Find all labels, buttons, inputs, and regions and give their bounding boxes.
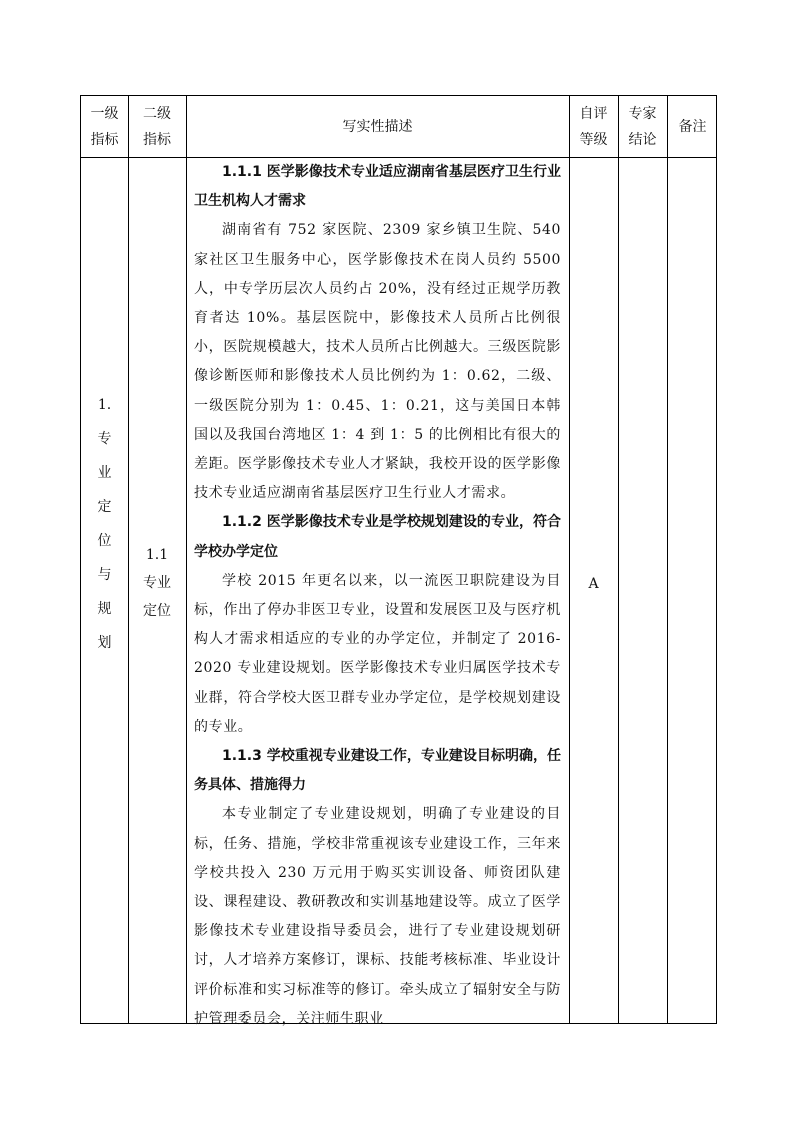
header-level2 bbox=[128, 96, 186, 157]
header-description bbox=[186, 96, 569, 157]
header-expert-conclusion bbox=[618, 96, 667, 157]
level2-line: 1.1 bbox=[145, 547, 169, 563]
header-level2-line1: 二级 bbox=[143, 105, 171, 122]
level1-indicator bbox=[81, 388, 128, 660]
section-heading: 1.1.1 医学影像技术专业适应湖南省基层医疗卫生行业卫生机构人才需求 bbox=[194, 164, 561, 210]
section-heading: 1.1.3 学校重视专业建设工作，专业建设目标明确，任务具体、措施得力 bbox=[194, 748, 561, 794]
header-level2-line2: 指标 bbox=[143, 131, 171, 148]
level1-char: 划 bbox=[97, 635, 112, 651]
level2-indicator bbox=[128, 541, 186, 625]
column-divider bbox=[667, 96, 668, 1023]
section-body: 学校 2015 年更名以来，以一流医卫职院建设为目标，作出了停办非医卫专业，设置和发展医卫及与医疗机构人才需求相适应的专业的办学定位，并制定了 2016-2020 专业建设规划。医学影像技术专业归属医学技术专业群，符合学校大医卫群专业办学定位，是学校规划建设的专业。 bbox=[194, 572, 561, 735]
header-description-label: 写实性描述 bbox=[342, 118, 413, 135]
header-remarks-label: 备注 bbox=[678, 118, 707, 135]
level1-char: 规 bbox=[97, 601, 112, 617]
header-remarks bbox=[667, 96, 718, 157]
header-level1-line2: 指标 bbox=[90, 131, 119, 148]
header-self-grade bbox=[569, 96, 618, 157]
section-body: 本专业制定了专业建设规划，明确了专业建设的目标，任务、措施，学校非常重视该专业建设工作，三年来学校共投入 230 万元用于购买实训设备、师资团队建设、课程建设、教研教改和实训基地建设等。成立了医学影像技术专业建设指导委员会，进行了专业建设规划研讨，人才培养方案修订，课标、技能考核标准、毕业设计评价标准和实习标准等的修订。牵头成立了辐射安全与防护管理委员会，关注师生职业 bbox=[194, 806, 561, 1027]
level1-char: 1. bbox=[97, 397, 112, 413]
section-body: 湖南省有 752 家医院、2309 家乡镇卫生院、540 家社区卫生服务中心，医学影像技术在岗人员约 5500 人，中专学历层次人员约占 20%，没有经过正规学历教育者达 10%。基层医院中，影像技术人员所占比例很小，医院规模越大，技术人员所占比例越大。三级医院影像诊断医师和影像技术人员比例约为 1：0.62，二级、一级医院分别为 1：0.45、1：0.21，这与美国日本韩国以及我国台湾地区 1：4 到 1：5 的比例相比有很大的差距。医学影像技术专业人才紧缺，我校开设的医学影像技术专业适应湖南省基层医疗卫生行业人才需求。 bbox=[194, 222, 561, 502]
column-divider bbox=[618, 96, 619, 1023]
evaluation-table bbox=[80, 95, 717, 1027]
header-level1 bbox=[81, 96, 128, 157]
column-divider bbox=[186, 96, 187, 1023]
header-expert-line2: 结论 bbox=[628, 131, 657, 148]
level1-char: 与 bbox=[97, 567, 112, 583]
self-grade-value: A bbox=[588, 576, 599, 592]
description-cell bbox=[194, 158, 561, 1034]
column-divider bbox=[569, 96, 570, 1023]
header-expert-line1: 专家 bbox=[628, 105, 657, 122]
header-level1-line1: 一级 bbox=[90, 105, 119, 122]
level1-char: 定 bbox=[97, 499, 112, 515]
section-heading: 1.1.2 医学影像技术专业是学校规划建设的专业，符合学校办学定位 bbox=[194, 514, 561, 560]
level2-line: 专业 bbox=[143, 575, 171, 591]
level1-char: 专 bbox=[97, 431, 112, 447]
level1-char: 业 bbox=[97, 465, 112, 481]
level2-line: 定位 bbox=[143, 603, 171, 619]
header-self-grade-line2: 等级 bbox=[579, 131, 608, 148]
header-self-grade-line1: 自评 bbox=[579, 105, 608, 122]
level1-char: 位 bbox=[97, 533, 112, 549]
